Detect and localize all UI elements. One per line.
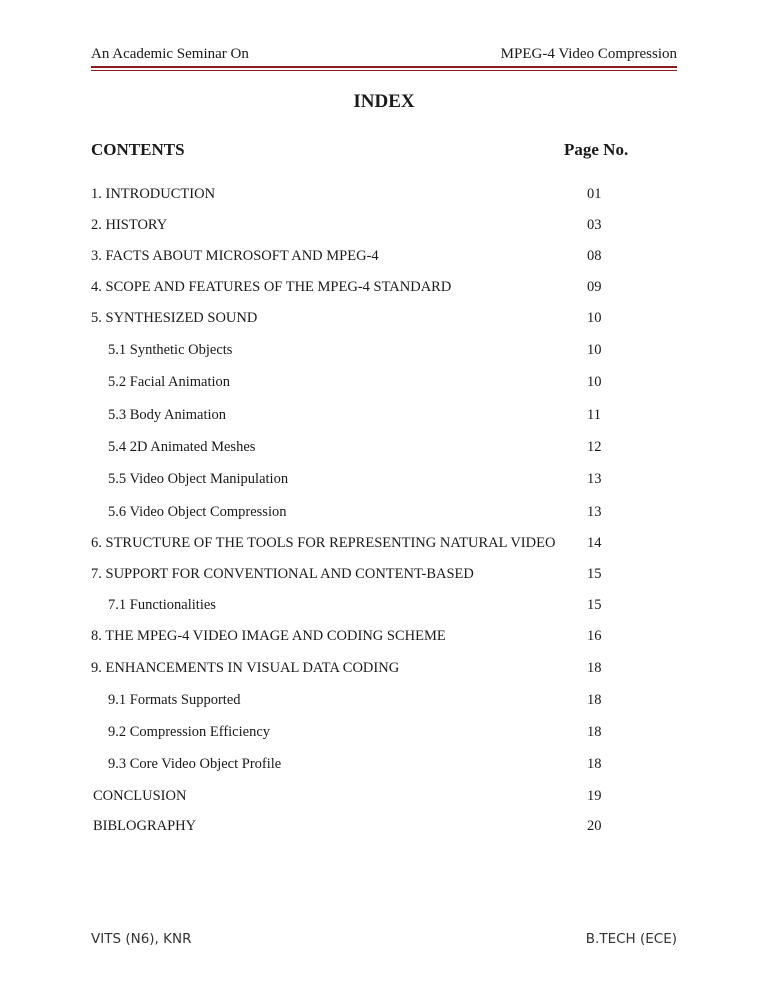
contents-column-heading: CONTENTS [91,140,185,159]
toc-entry [91,786,691,806]
toc-entry-page: 01 [587,186,602,202]
toc-entry [91,533,691,553]
toc-entry-page: 14 [587,535,602,551]
toc-entry-page: 13 [587,471,602,487]
toc-entry-title: BIBLOGRAPHY [93,818,197,834]
toc-entry-page: 16 [587,628,602,644]
toc-subentry [91,405,691,425]
toc-entry-title: 9.1 Formats Supported [108,692,241,708]
page-title: INDEX [353,91,415,112]
toc-entry [91,184,691,204]
toc-entry-page: 10 [587,310,602,326]
header-rule-thin [91,70,677,71]
toc-entry [91,308,691,328]
toc-subentry [91,502,691,522]
toc-entry-page: 09 [587,279,602,295]
toc-entry-title: 7.1 Functionalities [108,597,216,613]
toc-entry-page: 18 [587,660,602,676]
page-header-left: An Academic Seminar On [91,46,249,62]
toc-entry-page: 11 [587,407,601,423]
toc-entry-title: 1. INTRODUCTION [91,186,216,202]
toc-entry-title: 9.2 Compression Efficiency [108,724,271,740]
page-header-right: MPEG-4 Video Compression [500,46,677,62]
toc-entry-page: 13 [587,504,602,520]
toc-entry-page: 19 [587,788,602,804]
toc-entry-page: 18 [587,692,602,708]
toc-entry-title: 5.4 2D Animated Meshes [108,439,256,455]
toc-subentry [91,690,691,710]
toc-subentry [91,722,691,742]
toc-subentry [91,754,691,774]
toc-entry-page: 15 [587,597,602,613]
toc-subentry [91,372,691,392]
toc-entry-title: 5.5 Video Object Manipulation [108,471,289,487]
toc-entry-title: 5.6 Video Object Compression [108,504,287,520]
toc-entry-title: 9. ENHANCEMENTS IN VISUAL DATA CODING [91,660,400,676]
toc-entry-page: 10 [587,342,602,358]
toc-entry-page: 12 [587,439,602,455]
toc-subentry [91,469,691,489]
page-footer-right: B.TECH (ECE) [585,931,677,947]
toc-entry-page: 03 [587,217,602,233]
toc-entry-title: 5.3 Body Animation [108,407,227,423]
toc-subentry [91,437,691,457]
toc-entry [91,658,691,678]
toc-entry-page: 18 [587,724,602,740]
toc-entry-page: 10 [587,374,602,390]
page-number-column-heading: Page No. [564,140,629,159]
toc-entry-title: 7. SUPPORT FOR CONVENTIONAL AND CONTENT-BASED [91,566,474,582]
toc-entry [91,564,691,584]
toc-entry-page: 20 [587,818,602,834]
toc-entry-title: 2. HISTORY [91,217,168,233]
toc-entry-title: 9.3 Core Video Object Profile [108,756,282,772]
toc-entry-title: CONCLUSION [93,788,187,804]
toc-subentry [91,595,691,615]
toc-entry [91,246,691,266]
toc-entry-title: 5. SYNTHESIZED SOUND [91,310,258,326]
toc-entry [91,277,691,297]
header-rule-thick [91,66,677,68]
toc-entry-title: 5.2 Facial Animation [108,374,231,390]
toc-entry [91,626,691,646]
toc-entry-page: 18 [587,756,602,772]
toc-entry [91,215,691,235]
toc-subentry [91,340,691,360]
toc-entry [91,816,691,836]
toc-entry-title: 8. THE MPEG-4 VIDEO IMAGE AND CODING SCHEME [91,628,446,644]
toc-entry-title: 4. SCOPE AND FEATURES OF THE MPEG-4 STANDARD [91,279,452,295]
toc-entry-title: 5.1 Synthetic Objects [108,342,233,358]
toc-entry-page: 15 [587,566,602,582]
page-footer-left: VITS (N6), KNR [91,931,192,947]
toc-entry-page: 08 [587,248,602,264]
toc-entry-title: 3. FACTS ABOUT MICROSOFT AND MPEG-4 [91,248,379,264]
toc-entry-title: 6. STRUCTURE OF THE TOOLS FOR REPRESENTING NATURAL VIDEO [91,535,556,551]
